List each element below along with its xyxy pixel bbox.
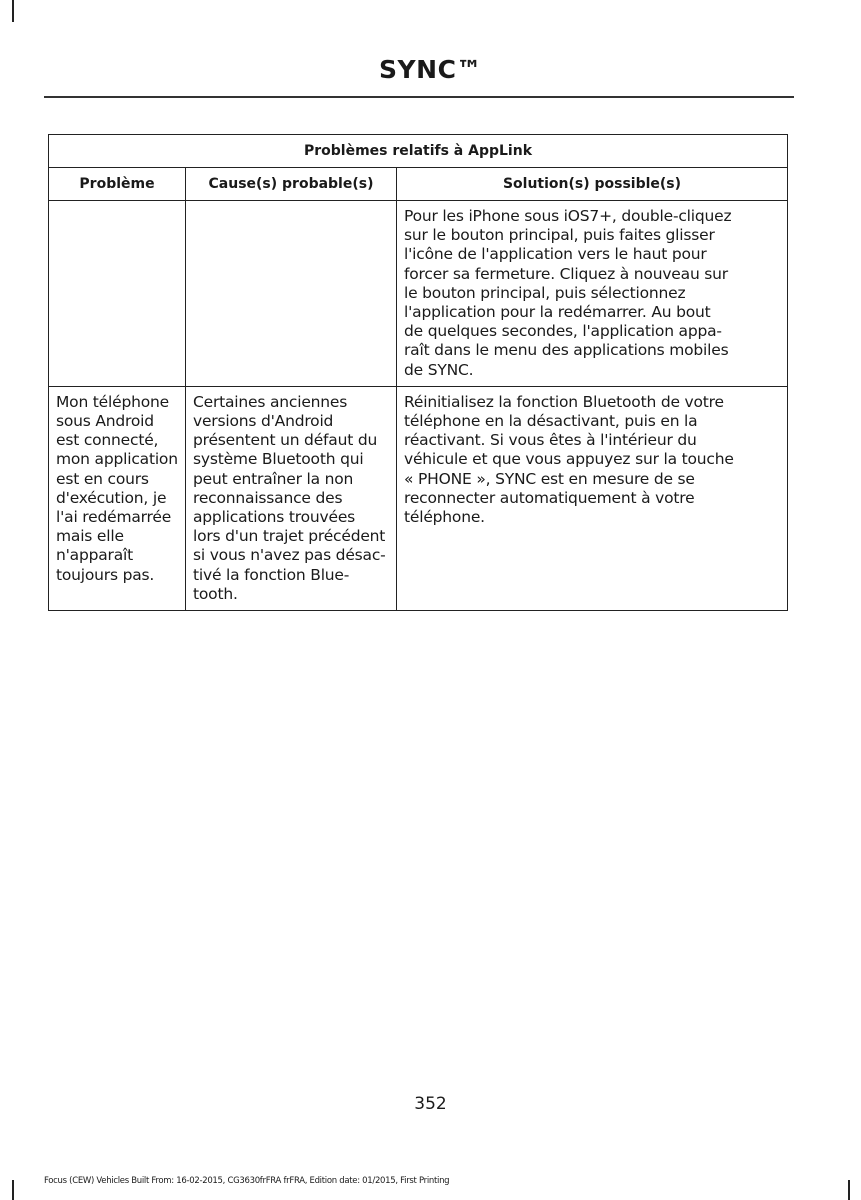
solution-cell: Pour les iPhone sous iOS7+, double-cliquez sur le bouton principal, puis faites glisser l'icône de l'application vers le haut pour forcer sa fermeture. Cliquez à nouveau sur le bouton principal, puis sélectionnez l'application pour la redémarrer. Au bout de quelques secondes, l'application appa- raît dans le menu des applications mobiles de SYNC. [397,201,788,387]
page-number: 352 [414,1094,447,1114]
column-header-solution: Solution(s) possible(s) [397,168,788,201]
table-caption: Problèmes relatifs à AppLink [49,135,788,168]
problem-cell: Mon téléphone sous Android est connecté, mon application est en cours d'exécution, je l'ai redémarrée mais elle n'apparaît toujours pas. [49,386,186,610]
column-header-problem: Problème [49,168,186,201]
applink-problems-table [48,134,788,611]
column-header-cause: Cause(s) probable(s) [186,168,397,201]
page-title: SYNC™ [379,55,482,84]
crop-mark [848,1180,850,1200]
table-row [49,201,788,387]
table-row [49,386,788,610]
header-rule [44,96,794,98]
solution-cell: Réinitialisez la fonction Bluetooth de votre téléphone en la désactivant, puis en la réactivant. Si vous êtes à l'intérieur du véhicule et que vous appuyez sur la touche « PHONE », SYNC est en mesure de se reconnecter automatiquement à votre téléphone. [397,386,788,610]
crop-mark [12,1180,14,1200]
problem-cell [49,201,186,387]
cause-cell [186,201,397,387]
footer-text: Focus (CEW) Vehicles Built From: 16-02-2015, CG3630frFRA frFRA, Edition date: 01/2015, First Printing [44,1176,450,1186]
cause-cell: Certaines anciennes versions d'Android présentent un défaut du système Bluetooth qui peut entraîner la non reconnaissance des applications trouvées lors d'un trajet précédent si vous n'avez pas désac- tivé la fonction Blue- tooth. [186,386,397,610]
crop-mark [12,0,14,22]
